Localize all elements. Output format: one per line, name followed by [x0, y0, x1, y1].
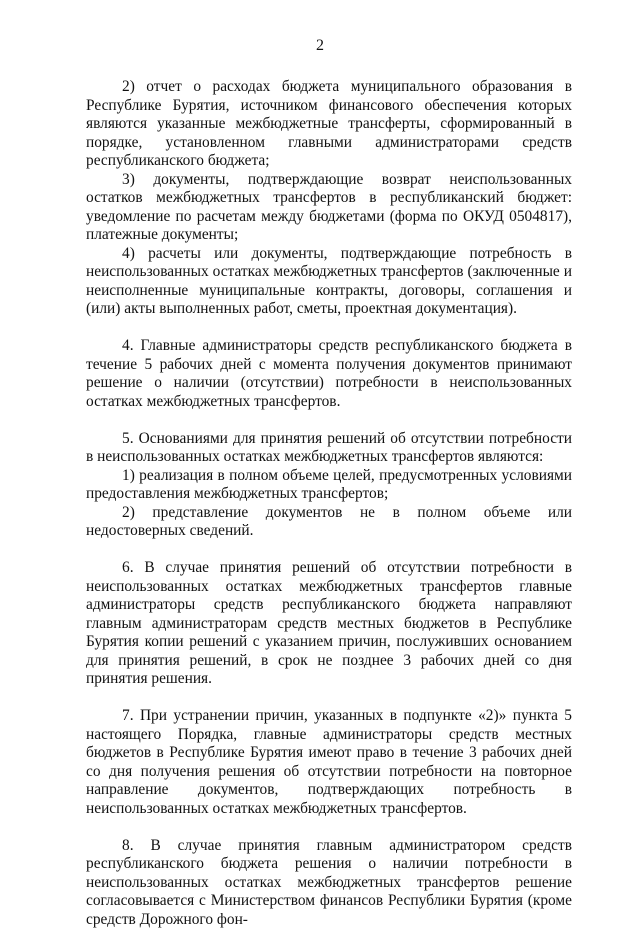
- paragraph-item-5-sub-1: 1) реализация в полном объеме целей, предусмотренных условиями предоставления межбюджетных трансфертов;: [86, 467, 572, 504]
- paragraph-gap: [86, 541, 572, 560]
- paragraph-gap: [86, 319, 572, 338]
- paragraph-gap: [86, 689, 572, 708]
- paragraph-item-4: 4. Главные администраторы средств республиканского бюджета в течение 5 рабочих дней с момента получения документов принимают решение о наличии (отсутствии) потребности в неиспользованных остатках межбюджетных трансфертов.: [86, 337, 572, 411]
- paragraph-item-5-sub-2: 2) представление документов не в полном объеме или недостоверных сведений.: [86, 504, 572, 541]
- paragraph-gap: [86, 411, 572, 430]
- paragraph-report-expenses: 2) отчет о расходах бюджета муниципального образования в Республике Бурятия, источником финансового обеспечения которых являются указанные межбюджетные трансферты, сформированный в порядке, установленном главными администраторами средств республиканского бюджета;: [86, 78, 572, 171]
- paragraph-item-8: 8. В случае принятия главным администратором средств республиканского бюджета решения о наличии потребности в неиспользованных остатках межбюджетных трансфертов решение согласовывается с Министерством финансов Республики Бурятия (кроме средств Дорожного фон-: [86, 837, 572, 929]
- paragraph-gap: [86, 818, 572, 837]
- paragraph-return-documents: 3) документы, подтверждающие возврат неиспользованных остатков межбюджетных трансфертов в республиканский бюджет: уведомление по расчетам между бюджетами (форма по ОКУД 0504817), платежные документы;: [86, 171, 572, 245]
- paragraph-need-calculations: 4) расчеты или документы, подтверждающие потребность в неиспользованных остатках межбюджетных трансфертов (заключенные и неисполненные муниципальные контракты, договоры, соглашения и (или) акты выполненных работ, сметы, проектная документация).: [86, 245, 572, 319]
- page-number: 2: [0, 37, 640, 55]
- paragraph-item-7: 7. При устранении причин, указанных в подпункте «2)» пункта 5 настоящего Порядка, главные администраторы средств местных бюджетов в Республике Бурятия имеют право в течение 3 рабочих дней со дня получения решения об отсутствии потребности на повторное направление документов, подтверждающих потребность в неиспользованных остатках межбюджетных трансфертов.: [86, 707, 572, 818]
- paragraph-item-5: 5. Основаниями для принятия решений об отсутствии потребности в неиспользованных остатках межбюджетных трансфертов являются:: [86, 430, 572, 467]
- paragraph-item-6: 6. В случае принятия решений об отсутствии потребности в неиспользованных остатках межбюджетных трансфертов главные администраторы средств республиканского бюджета направляют главным администраторам средств местных бюджетов в Республике Бурятия копии решений с указанием причин, послуживших основанием для принятия решений, в срок не позднее 3 рабочих дней со дня принятия решения.: [86, 559, 572, 689]
- document-body: [86, 78, 572, 929]
